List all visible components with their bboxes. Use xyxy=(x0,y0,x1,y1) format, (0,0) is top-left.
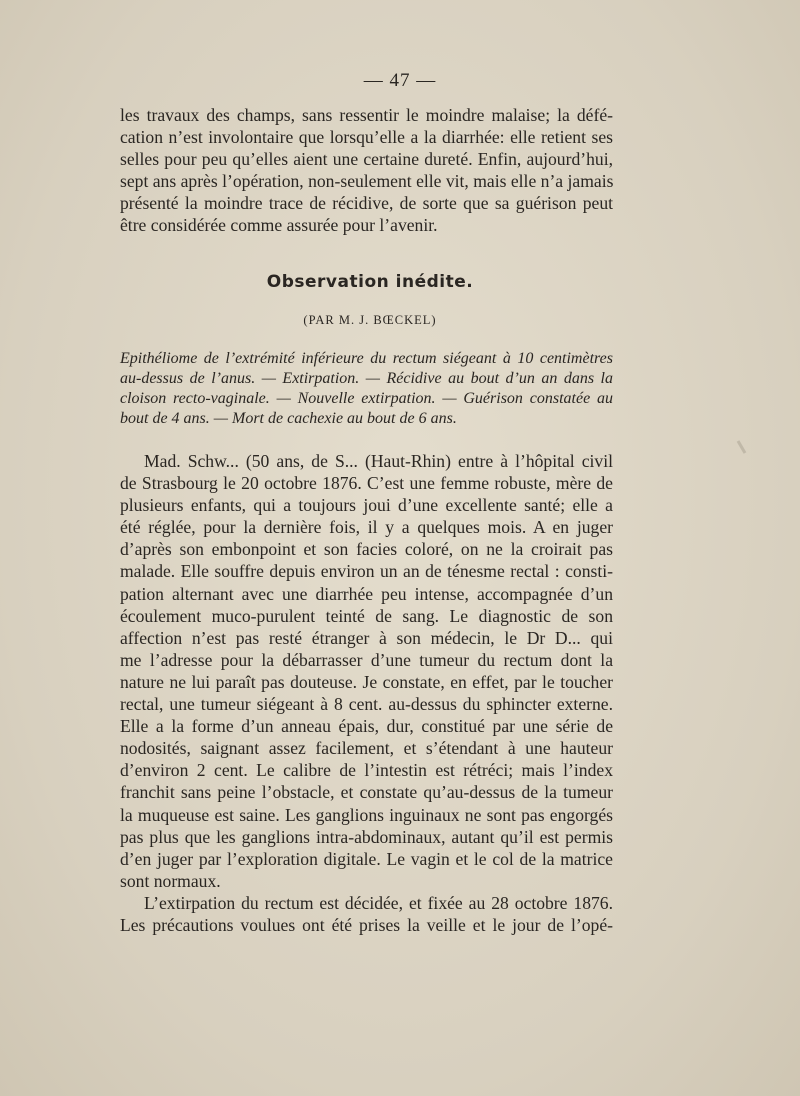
section-heading: Observation inédite. xyxy=(266,272,474,292)
text-line: été réglée, pour la dernière fois, il y a quelques mois. A en juger xyxy=(120,517,613,538)
text-line: les travaux des champs, sans ressentir le moindre malaise; la défé- xyxy=(120,105,613,125)
text-line: sont normaux. xyxy=(120,870,221,891)
case-summary xyxy=(120,349,613,429)
text-line: présenté la moindre trace de récidive, de sorte que sa guérison peut xyxy=(120,193,613,213)
text-line: selles pour peu qu’elles aient une certaine dureté. Enfin, aujourd’hui, xyxy=(120,149,613,169)
text-line: affection n’est pas resté étranger à son médecin, le Dr D... qui xyxy=(120,627,613,648)
text-line: écoulement muco-purulent teinté de sang. Le diagnostic de son xyxy=(120,605,613,626)
text-line: Elle a la forme d’un anneau épais, dur, constitué par une série de xyxy=(120,716,613,737)
text-line: la muqueuse est saine. Les ganglions inguinaux ne sont pas engorgés xyxy=(120,804,613,825)
text-line: me l’adresse pour la débarrasser d’une tumeur du rectum dont la xyxy=(120,649,613,670)
text-line: d’en juger par l’exploration digitale. Le vagin et le col de la matrice xyxy=(120,848,613,869)
text-line: plusieurs enfants, qui a toujours joui d’une excellente santé; elle a xyxy=(120,495,613,516)
text-line: rectal, une tumeur siégeant à 8 cent. au-dessus du sphincter externe. xyxy=(120,694,613,715)
text-line: Les précautions voulues ont été prises la veille et le jour de l’opé- xyxy=(120,914,613,935)
text-line: pation alternant avec une diarrhée peu intense, accompagnée d’un xyxy=(120,583,613,604)
text-line: L’extirpation du rectum est décidée, et fixée au 28 octobre 1876. xyxy=(144,892,613,913)
text-line: d’après son embonpoint et son facies coloré, on ne la croirait pas xyxy=(120,539,613,560)
case-body xyxy=(120,450,613,936)
text-line: de Strasbourg le 20 octobre 1876. C’est une femme robuste, mère de xyxy=(120,473,613,494)
summary-line: au-dessus de l’anus. — Extirpation. — Récidive au bout d’un an dans la xyxy=(120,370,613,387)
text-line: franchit sans peine l’obstacle, et constate qu’au-dessus de la tumeur xyxy=(120,782,613,803)
summary-line: cloison recto-vaginale. — Nouvelle extirpation. — Guérison constatée au xyxy=(120,390,613,407)
text-line: être considérée comme assurée pour l’avenir. xyxy=(120,215,438,235)
author-byline: (PAR M. J. BŒCKEL) xyxy=(303,313,437,327)
text-line: malade. Elle souffre depuis environ un an de ténesme rectal : consti- xyxy=(120,561,613,582)
text-line: cation n’est involontaire que lorsqu’elle a la diarrhée: elle retient ses xyxy=(120,127,613,147)
text-line: d’environ 2 cent. Le calibre de l’intestin est rétréci; mais l’index xyxy=(120,760,613,781)
summary-line: bout de 4 ans. — Mort de cachexie au bout de 6 ans. xyxy=(120,410,457,427)
text-line: Mad. Schw... (50 ans, de S... (Haut-Rhin) entre à l’hôpital civil xyxy=(144,451,613,471)
summary-line: Epithéliome de l’extrémité inférieure du rectum siégeant à 10 centimètres xyxy=(120,350,613,367)
page-number: — 47 — xyxy=(363,70,437,91)
text-line: pas plus que les ganglions intra-abdominaux, autant qu’il est permis xyxy=(120,826,613,847)
text-line: sept ans après l’opération, non-seulement elle vit, mais elle n’a jamais xyxy=(120,171,614,191)
text-line: nature ne lui paraît pas douteuse. Je constate, en effet, par le toucher xyxy=(120,671,613,692)
text-line: nodosités, saignant assez facilement, et s’étendant à une hauteur xyxy=(120,738,613,759)
paper-mark xyxy=(737,440,747,454)
intro-paragraph xyxy=(120,104,613,236)
